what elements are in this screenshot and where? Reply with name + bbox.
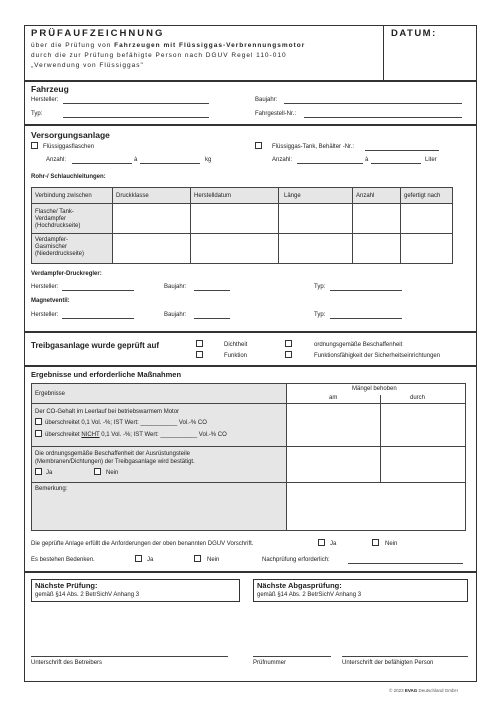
naechste-pruefung-text: gemäß §14 Abs. 2 BetrSichV Anhang 3: [35, 592, 140, 598]
liter-label: Liter: [425, 157, 437, 163]
dichtheit-checkbox[interactable]: [196, 340, 203, 347]
typ-field[interactable]: [63, 117, 209, 118]
col-laenge: Länge: [284, 193, 301, 199]
fahrgestell-field[interactable]: [304, 117, 462, 118]
betreiber-signature-field[interactable]: [31, 656, 228, 657]
dichtheit-label: Dichtheit: [224, 342, 248, 348]
header-line-3: „Verwendung von Flüssiggas": [31, 62, 144, 69]
beschaff-ja-label: Ja: [46, 470, 53, 476]
fahrgestell-label: Fahrgestell-Nr.:: [255, 111, 297, 117]
hersteller-field[interactable]: [63, 103, 209, 104]
kg-field[interactable]: [140, 163, 200, 164]
beschaff-line-1: Die ordnungsgemäße Beschaffenheit der Ausrüstungsteile: [35, 451, 190, 457]
bedenken-nein-checkbox[interactable]: [194, 555, 201, 562]
col-ergebnisse: Ergebnisse: [35, 391, 66, 397]
co-line-2: überschreitet NICHT 0,1 Vol. -%; IST Wert: ___________ Vol.-% CO: [45, 432, 227, 438]
ventil-hersteller-label: Hersteller:: [31, 312, 59, 318]
tank-checkbox[interactable]: [255, 142, 262, 149]
tank-nr-field[interactable]: [365, 150, 439, 151]
erfuellt-ja-label: Ja: [330, 541, 337, 547]
row1-line2: Verdampfer: [35, 216, 67, 222]
row2-line3: (Niederdruckseite): [35, 251, 85, 257]
col-durch: durch: [410, 395, 426, 401]
regler-hersteller-field[interactable]: [62, 290, 134, 291]
regler-typ-field[interactable]: [330, 290, 402, 291]
naechste-abgas-text: gemäß §14 Abs. 2 BetrSichV Anhang 3: [257, 592, 362, 598]
row1-line3: (Hochdruckseite): [35, 223, 81, 229]
col-maengel: Mängel behoben: [352, 386, 397, 392]
col-herstelldatum: Herstelldatum: [194, 193, 232, 199]
befaehigt-label: Unterschrift der befähigten Person: [342, 660, 434, 666]
beschaffenheit-label: ordnungsgemäße Beschaffenheit: [314, 342, 403, 348]
row2-line1: Verdampfer-: [35, 237, 69, 243]
anzahl-field-2[interactable]: [297, 163, 363, 164]
funktion-checkbox[interactable]: [196, 351, 203, 358]
form-title: PRÜFAUFZEICHNUNG: [31, 28, 165, 39]
col-gefertigt: gefertigt nach: [404, 193, 441, 199]
row2-line2: Gasmischer: [35, 244, 68, 250]
rohr-table-header: [31, 187, 453, 204]
tank-label: Flüssiggas-Tank, Behälter -Nr.:: [272, 144, 355, 150]
co-nicht-checkbox[interactable]: [35, 430, 42, 437]
baujahr-label: Baujahr:: [255, 97, 278, 103]
naechste-abgas-title: Nächste Abgasprüfung:: [257, 581, 342, 590]
ventil-typ-label: Typ:: [314, 312, 326, 318]
ventil-hersteller-field[interactable]: [62, 318, 134, 319]
header-line-2: durch die zur Prüfung befähigte Person nach DGUV Regel 110-010: [31, 52, 287, 59]
rohr-heading: Rohr-/ Schlauchleitungen:: [31, 174, 106, 180]
pruefnummer-field[interactable]: [253, 656, 331, 657]
regler-baujahr-label: Baujahr:: [164, 284, 187, 290]
hersteller-label: Hersteller:: [31, 97, 59, 103]
bedenken-ja-checkbox[interactable]: [135, 555, 142, 562]
beschaffenheit-checkbox[interactable]: [285, 340, 292, 347]
co-ueber-checkbox[interactable]: [35, 418, 42, 425]
fahrzeug-heading: Fahrzeug: [31, 84, 69, 94]
versorgung-heading: Versorgungsanlage: [31, 130, 110, 140]
a-label-1: à: [134, 157, 138, 163]
regler-typ-label: Typ:: [314, 284, 326, 290]
ventil-typ-field[interactable]: [330, 318, 402, 319]
rohr-row-divider: [31, 233, 453, 234]
ventil-heading: Magnetventil:: [31, 298, 70, 304]
bedenken-nein-label: Nein: [207, 557, 220, 563]
beschaff-nein-checkbox[interactable]: [94, 468, 101, 475]
pruefnummer-label: Prüfnummer: [253, 660, 287, 666]
col-verbindung: Verbindung zwischen: [35, 193, 92, 199]
ventil-baujahr-field[interactable]: [194, 318, 230, 319]
beschaff-nein-label: Nein: [106, 470, 119, 476]
col-am: am: [329, 395, 338, 401]
a-label-2: à: [365, 157, 369, 163]
bedenken-text: Es bestehen Bedenken.: [31, 557, 95, 563]
bemerkung-cell-bg: [32, 482, 286, 530]
anzahl-field-1[interactable]: [72, 163, 132, 164]
flaschen-label: Flüssiggasflaschen: [43, 144, 95, 150]
nachpruefung-field[interactable]: [348, 563, 463, 564]
ventil-baujahr-label: Baujahr:: [164, 312, 187, 318]
ergebnisse-header-bg: [32, 384, 286, 403]
liter-field[interactable]: [371, 163, 421, 164]
sicherheit-label: Funktionsfähigkeit der Sicherheitseinrichtungen: [314, 353, 441, 359]
ergebnisse-heading: Ergebnisse und erforderliche Maßnahmen: [31, 370, 182, 379]
co-title: Der CO-Gehalt im Leerlauf bei betriebswarmem Motor: [35, 409, 180, 415]
erfuellt-text: Die geprüfte Anlage erfüllt die Anforderungen der oben benannten DGUV Vorschrift.: [31, 541, 254, 547]
regler-heading: Verdampfer-Druckregler:: [31, 271, 102, 277]
funktion-label: Funktion: [224, 353, 248, 359]
regler-baujahr-field[interactable]: [194, 290, 230, 291]
kg-label: kg: [205, 157, 212, 163]
naechste-pruefung-title: Nächste Prüfung:: [35, 581, 98, 590]
co-line-1: überschreitet 0,1 Vol. -%; IST Wert: ___________ Vol.-% CO: [45, 420, 207, 426]
flaschen-checkbox[interactable]: [31, 142, 38, 149]
erfuellt-nein-checkbox[interactable]: [372, 539, 379, 546]
bedenken-ja-label: Ja: [147, 557, 154, 563]
row1-line1: Flasche/ Tank-: [35, 209, 74, 215]
beschaff-line-2: (Membranen/Dichtungen) der Treibgasanlage wird bestätigt.: [35, 459, 195, 465]
col-anzahl: Anzahl: [356, 193, 375, 199]
treibgas-heading: Treibgasanlage wurde geprüft auf: [31, 341, 160, 350]
anzahl-label-1: Anzahl:: [46, 157, 67, 163]
baujahr-field[interactable]: [284, 103, 462, 104]
col-druckklasse: Druckklasse: [116, 193, 149, 199]
sicherheit-checkbox[interactable]: [285, 351, 292, 358]
bemerkung-label: Bemerkung:: [35, 486, 68, 492]
header-divider: [383, 25, 384, 81]
beschaff-ja-checkbox[interactable]: [35, 468, 42, 475]
copyright: © 2023 EVAG Deutschland GmbH: [389, 688, 458, 693]
befaehigt-signature-field[interactable]: [342, 656, 468, 657]
regler-hersteller-label: Hersteller:: [31, 284, 59, 290]
erfuellt-nein-label: Nein: [385, 541, 398, 547]
betreiber-label: Unterschrift des Betreibers: [31, 660, 103, 666]
anzahl-label-2: Anzahl:: [272, 157, 293, 163]
header-line-1: über die Prüfung von Fahrzeugen mit Flüssiggas-Verbrennungsmotor: [31, 42, 306, 49]
nachpruefung-label: Nachprüfung erforderlich:: [262, 557, 330, 563]
typ-label: Typ:: [31, 111, 43, 117]
erfuellt-ja-checkbox[interactable]: [318, 539, 325, 546]
datum-label: DATUM:: [391, 28, 437, 39]
